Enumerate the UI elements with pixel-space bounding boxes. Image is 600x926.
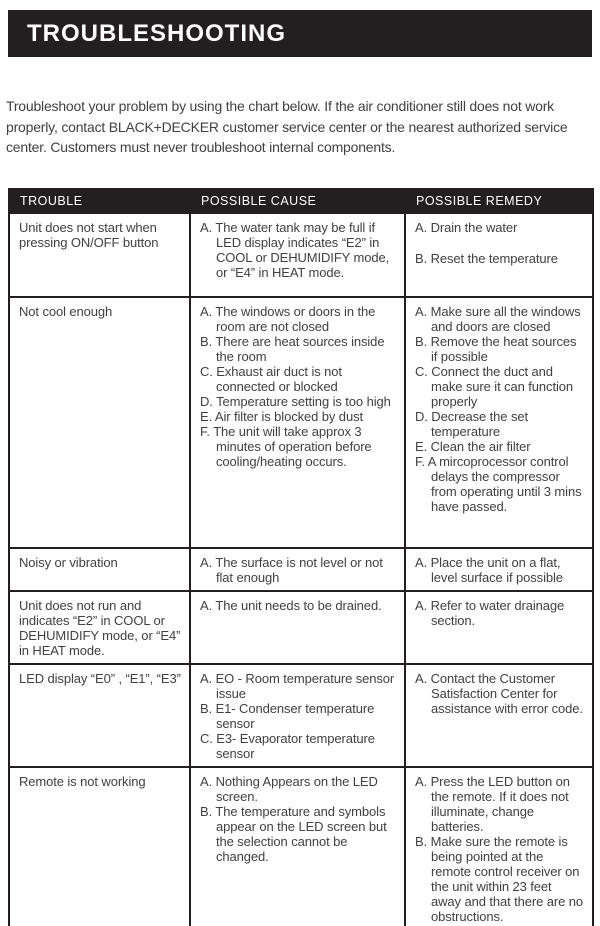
cause-item: A. The windows or doors in the room are not closed: [200, 303, 376, 334]
remedy-item: A. Drain the water: [415, 219, 518, 235]
remedy-item: D. Decrease the set temperature: [415, 408, 528, 439]
remedy-item: A. Refer to water drainage section.: [415, 597, 565, 628]
trouble-cell: [9, 548, 190, 591]
remedy-cell: [405, 767, 593, 926]
trouble-text: Remote is not working: [19, 773, 146, 789]
cause-item: A. EO - Room temperature sensor issue: [200, 670, 395, 701]
table-row: [9, 213, 593, 297]
column-header-possible-remedy: POSSIBLE REMEDY: [405, 189, 593, 213]
cause-item: F. The unit will take approx 3 minutes of operation before cooling/heating occurs.: [200, 423, 372, 469]
cause-item: E. Air filter is blocked by dust: [200, 408, 363, 424]
table-row: [9, 664, 593, 767]
cause-cell: [190, 548, 405, 591]
troubleshooting-table: [8, 188, 594, 926]
column-header-trouble: TROUBLE: [9, 189, 190, 213]
column-header-possible-cause: POSSIBLE CAUSE: [190, 189, 405, 213]
remedy-item: E. Clean the air filter: [415, 438, 531, 454]
cause-item: C. E3- Evaporator temperature sensor: [200, 730, 375, 761]
remedy-item: A. Press the LED button on the remote. If it does not illuminate, change batteries.: [415, 773, 570, 834]
trouble-text: Unit does not start when pressing ON/OFF button: [19, 219, 159, 250]
cause-cell: [190, 213, 405, 297]
intro-paragraph: Troubleshoot your problem by using the chart below. If the air conditioner still does not work properly, contact BLACK+DECKER customer service center or the nearest authorized service center. Customers must never troubleshoot internal components.: [6, 98, 568, 155]
page-title: TROUBLESHOOTING: [27, 19, 286, 47]
cause-item: B. The temperature and symbols appear on the LED screen but the selection cannot be changed.: [200, 803, 387, 864]
table-row: [9, 297, 593, 548]
remedy-item: B. Make sure the remote is being pointed at the remote control receiver on the unit within 23 feet away and that there are no obstructions.: [415, 833, 584, 924]
cause-cell: [190, 297, 405, 548]
table-row: [9, 548, 593, 591]
cause-item: D. Temperature setting is too high: [200, 393, 391, 409]
trouble-text: Not cool enough: [19, 303, 113, 319]
remedy-item: B. Remove the heat sources if possible: [415, 333, 577, 364]
cause-item: A. The surface is not level or not flat enough: [200, 554, 383, 585]
remedy-item: C. Connect the duct and make sure it can function properly: [415, 363, 574, 409]
remedy-item: A. Place the unit on a flat, level surface if possible: [415, 554, 563, 585]
trouble-cell: [9, 213, 190, 297]
remedy-item: F. A mircoprocessor control delays the compressor from operating until 3 mins have passed.: [415, 453, 582, 514]
trouble-text: Noisy or vibration: [19, 554, 118, 570]
remedy-item: A. Contact the Customer Satisfaction Center for assistance with error code.: [415, 670, 583, 716]
table-row: [9, 591, 593, 664]
cause-item: B. There are heat sources inside the room: [200, 333, 385, 364]
cause-item: B. E1- Condenser temperature sensor: [200, 700, 375, 731]
table-row: [9, 767, 593, 926]
trouble-text: Unit does not run and indicates “E2” in COOL or DEHUMIDIFY mode, or “E4” in HEAT mode.: [19, 597, 181, 658]
cause-item: A. The unit needs to be drained.: [200, 597, 382, 613]
remedy-cell: [405, 548, 593, 591]
cause-cell: [190, 664, 405, 767]
remedy-cell: [405, 213, 593, 297]
remedy-item: A. Make sure all the windows and doors are closed: [415, 303, 581, 334]
trouble-cell: [9, 664, 190, 767]
remedy-cell: [405, 297, 593, 548]
cause-cell: [190, 591, 405, 664]
remedy-cell: [405, 664, 593, 767]
remedy-cell: [405, 591, 593, 664]
cause-cell: [190, 767, 405, 926]
cause-item: A. Nothing Appears on the LED screen.: [200, 773, 378, 804]
table-body: [9, 213, 593, 926]
cause-item: C. Exhaust air duct is not connected or blocked: [200, 363, 342, 394]
cause-item: A. The water tank may be full if LED display indicates “E2” in COOL or DEHUMIDIFY mode, or “E4” in HEAT mode.: [200, 219, 390, 280]
trouble-text: LED display “E0” , “E1”, “E3”: [19, 670, 181, 686]
trouble-cell: [9, 767, 190, 926]
table-header-row: [9, 189, 593, 213]
section-title-bar: [8, 10, 592, 57]
trouble-cell: [9, 297, 190, 548]
trouble-cell: [9, 591, 190, 664]
remedy-item: B. Reset the temperature: [415, 250, 558, 266]
